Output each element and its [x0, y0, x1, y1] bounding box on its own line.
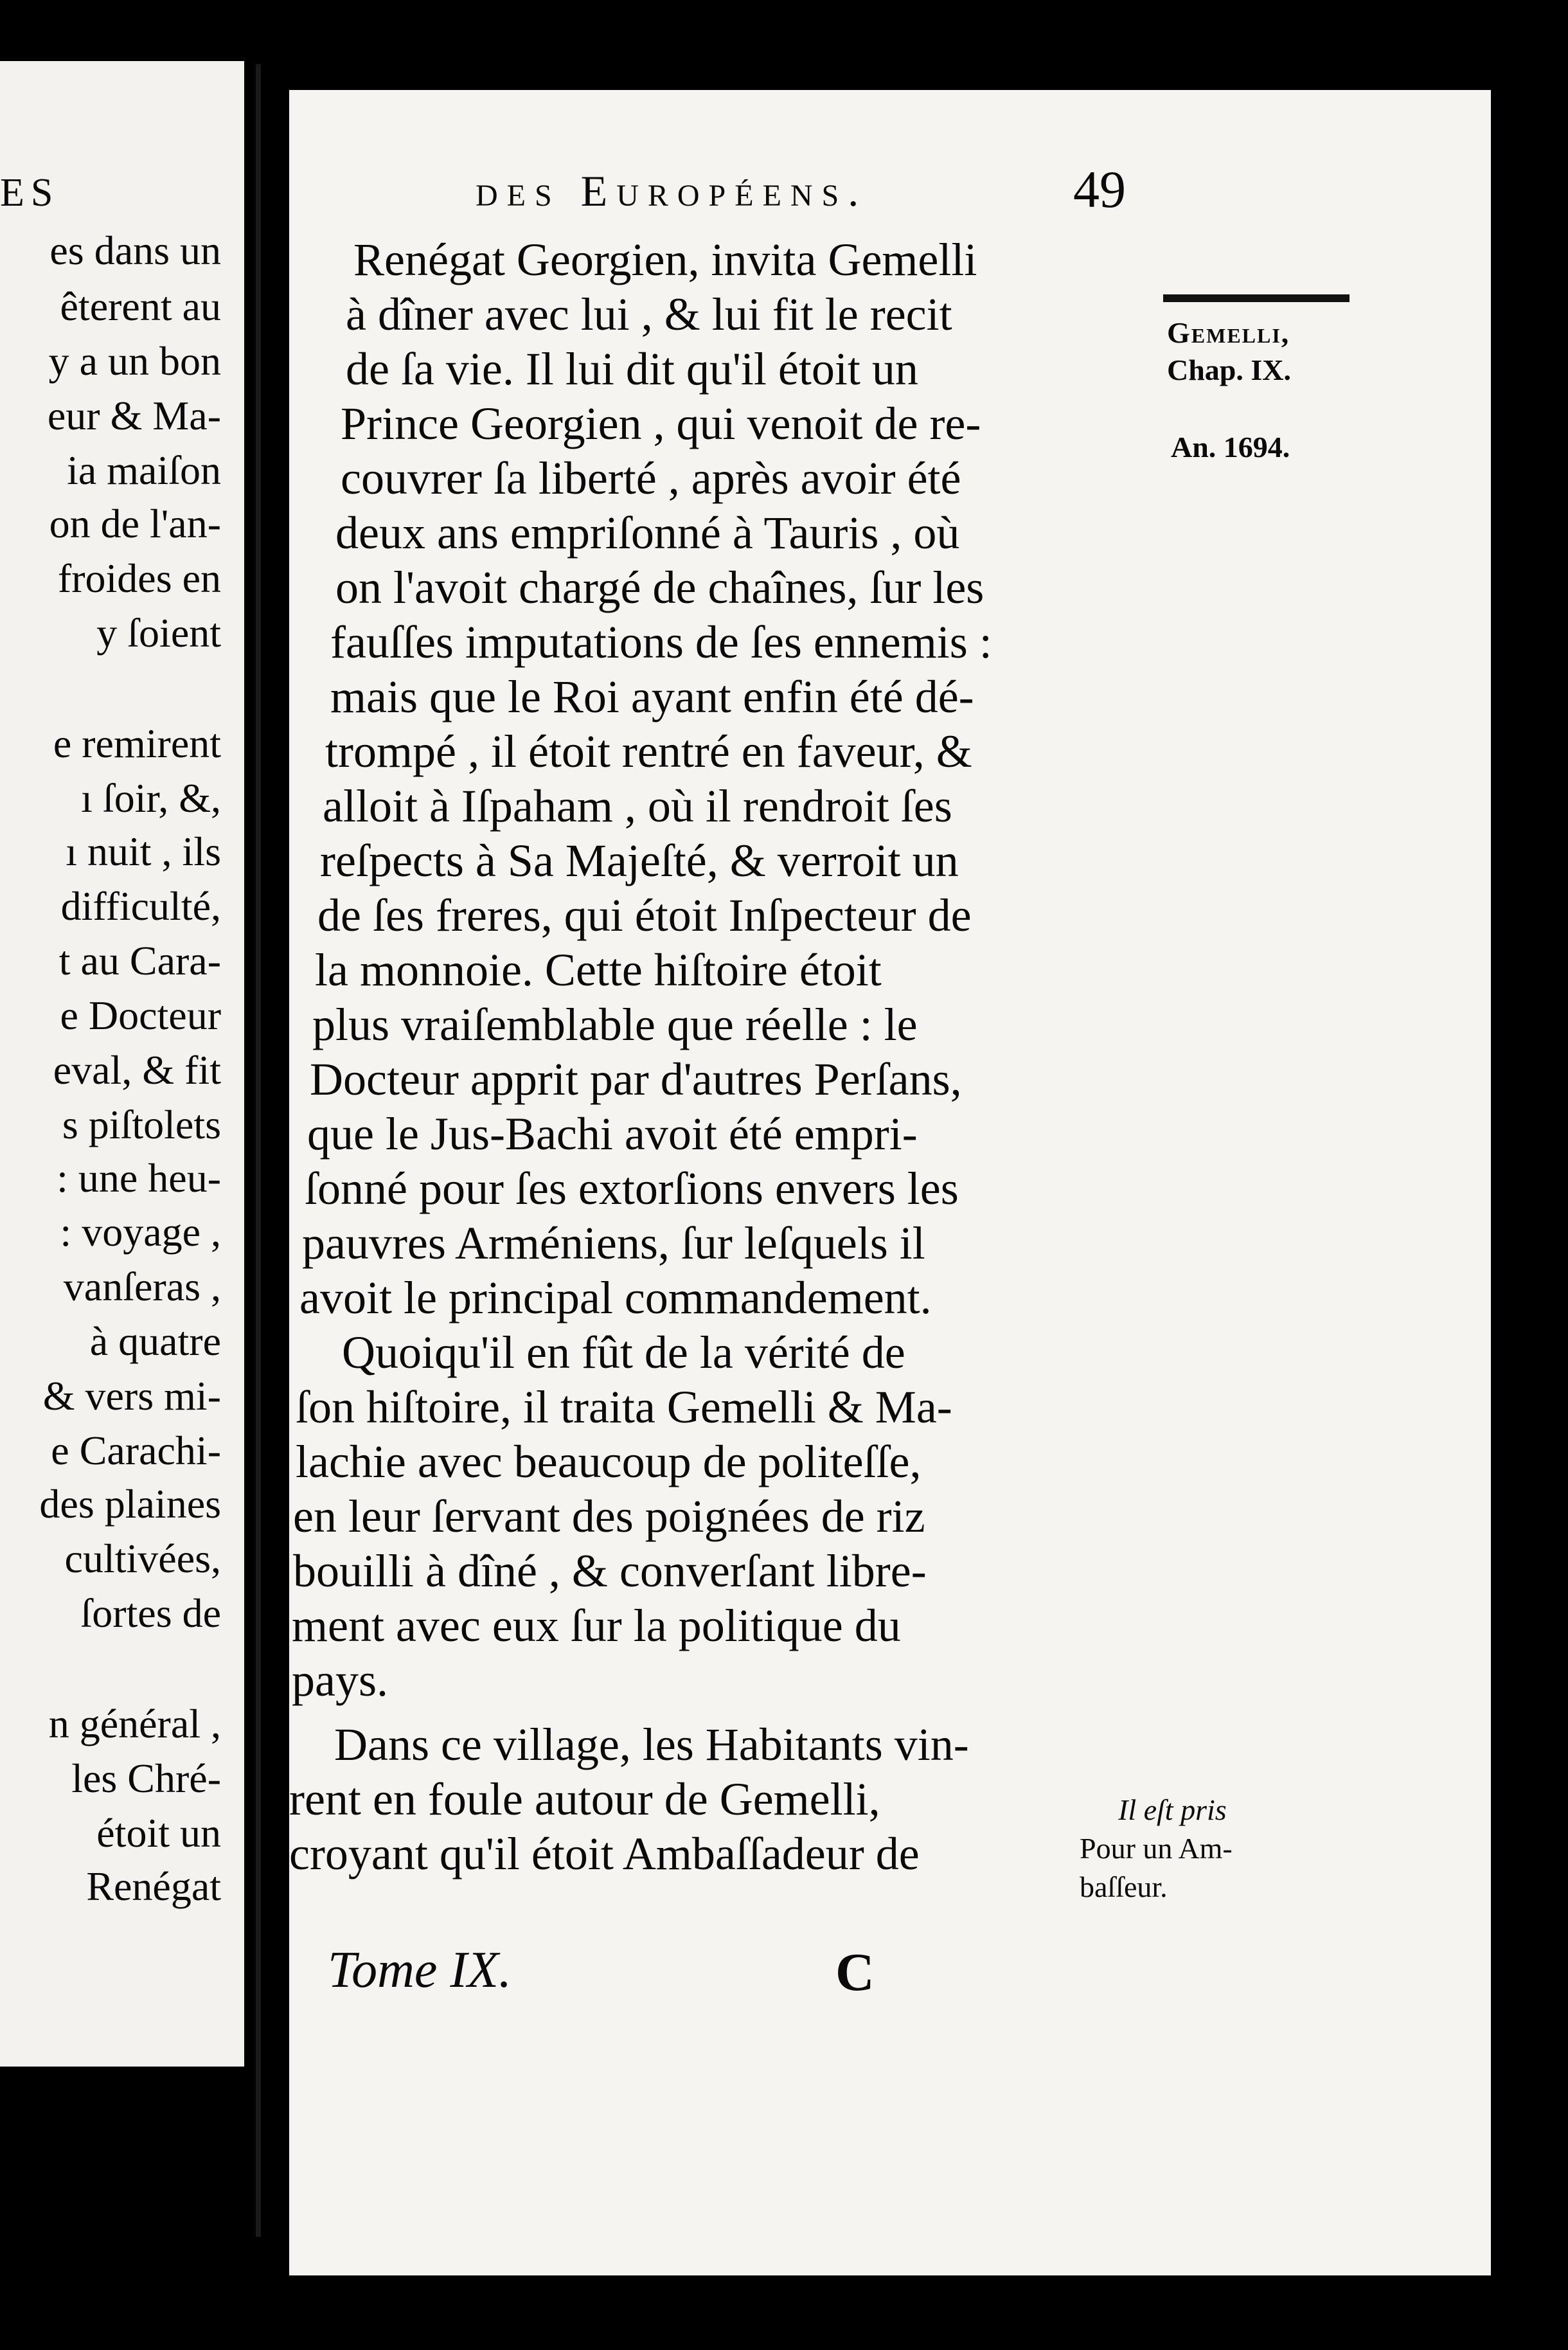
text-line: la monnoie. Cette hiſtoire étoit [315, 944, 882, 996]
book-gutter [256, 64, 261, 2237]
left-text-line: difficulté, [60, 883, 221, 929]
text-line: mais que le Roi ayant enfin été dé- [330, 671, 974, 722]
left-text-line: s piſtolets [62, 1102, 221, 1147]
text-line: plus vraiſemblable que réelle : le [312, 999, 918, 1050]
text-line: reſpects à Sa Majeſté, & verroit un [320, 835, 959, 886]
text-line: Dans ce village, les Habitants vin- [334, 1719, 969, 1770]
previous-page-running-head: ES [0, 171, 60, 215]
text-line: lachie avec beaucoup de politeſſe, [296, 1436, 922, 1487]
text-line: couvrer ſa liberté , après avoir été [341, 453, 961, 504]
left-text-line: ſortes de [80, 1590, 221, 1636]
left-text-line: Renégat [86, 1863, 221, 1909]
text-line: pauvres Arméniens, ſur leſquels il [302, 1217, 925, 1269]
left-text-line: cultivées, [64, 1536, 221, 1581]
left-text-line: y a un bon [48, 338, 221, 384]
margin-note-chapter: Chap. IX. [1167, 354, 1292, 386]
book-page [289, 90, 1491, 2275]
left-text-line: t au Cara- [58, 938, 221, 983]
left-text-line: eval, & fit [53, 1047, 221, 1093]
side-note-line: Pour un Am- [1080, 1832, 1233, 1865]
side-note-line: baſſeur. [1080, 1870, 1168, 1903]
text-line: Prince Georgien , qui venoit de re- [341, 398, 981, 449]
left-text-line: eur & Ma- [47, 393, 221, 438]
text-line: alloit à Iſpaham , où il rendroit ſes [323, 780, 952, 832]
left-text-line: & vers mi- [42, 1373, 221, 1419]
left-text-line: n général , [48, 1701, 221, 1746]
side-note-line: Il eſt pris [1118, 1793, 1227, 1826]
left-text-line: es dans un [49, 228, 221, 273]
left-text-line: : voyage , [60, 1209, 221, 1255]
text-line: Docteur apprit par d'autres Perſans, [310, 1054, 962, 1105]
text-line: de ſes freres, qui étoit Inſpecteur de [317, 890, 972, 941]
text-line: à dîner avec lui , & lui fit le recit [346, 289, 952, 340]
page-number: 49 [1073, 160, 1126, 219]
left-text-line: ı nuit , ils [66, 829, 221, 874]
signature-mark: C [835, 1942, 875, 2002]
left-text-line: y ſoient [96, 610, 221, 656]
text-line: de ſa vie. Il lui dit qu'il étoit un [346, 343, 918, 395]
left-text-line: e remirent [53, 721, 221, 766]
previous-page-fragment [0, 61, 244, 2067]
tome-footer: Tome IX. [328, 1942, 512, 1998]
text-line: Quoiqu'il en fût de la vérité de [342, 1327, 905, 1378]
left-text-line: ia maiſon [67, 447, 221, 493]
left-text-line: vanſeras , [63, 1264, 221, 1309]
text-line: en leur ſervant des poignées de riz [293, 1491, 925, 1542]
left-text-line: êterent au [60, 283, 221, 329]
left-text-line: e Carachi- [51, 1428, 221, 1473]
text-line: ſon hiſtoire, il traita Gemelli & Ma- [296, 1381, 952, 1433]
text-line: pays. [292, 1655, 388, 1706]
text-line: Renégat Georgien, invita Gemelli [353, 234, 977, 285]
left-text-line: on de l'an- [49, 501, 221, 546]
text-line: que le Jus-Bachi avoit été empri- [307, 1108, 918, 1160]
margin-rule [1163, 294, 1350, 302]
left-text-line: étoit un [96, 1810, 221, 1856]
text-line: croyant qu'il étoit Ambaſſadeur de [289, 1828, 920, 1879]
text-line: bouilli à dîné , & converſant libre- [293, 1545, 927, 1597]
left-text-line: les Chré- [71, 1755, 221, 1801]
text-line: ſonné pour ſes extorſions envers les [305, 1163, 959, 1214]
margin-note-name: Gemelli, [1167, 316, 1290, 349]
left-text-line: des plaines [39, 1481, 221, 1527]
left-text-line: e Docteur [60, 992, 221, 1038]
running-head: des Européens. [476, 166, 868, 215]
text-line: trompé , il étoit rentré en faveur, & [325, 726, 972, 777]
text-line: fauſſes imputations de ſes ennemis : [330, 616, 992, 668]
text-line: ment avec eux ſur la politique du [292, 1600, 901, 1651]
text-line: rent en foule autour de Gemelli, [289, 1773, 880, 1825]
left-text-line: ı ſoir, &, [81, 775, 221, 821]
text-line: deux ans empriſonné à Tauris , où [335, 507, 960, 559]
left-text-line: : une heu- [57, 1155, 221, 1201]
left-text-line: à quatre [89, 1318, 221, 1364]
text-line: avoit le principal commandement. [299, 1272, 932, 1323]
margin-note-year: An. 1694. [1171, 431, 1290, 463]
left-text-line: froides en [57, 555, 221, 601]
text-line: on l'avoit chargé de chaînes, ſur les [335, 562, 984, 613]
